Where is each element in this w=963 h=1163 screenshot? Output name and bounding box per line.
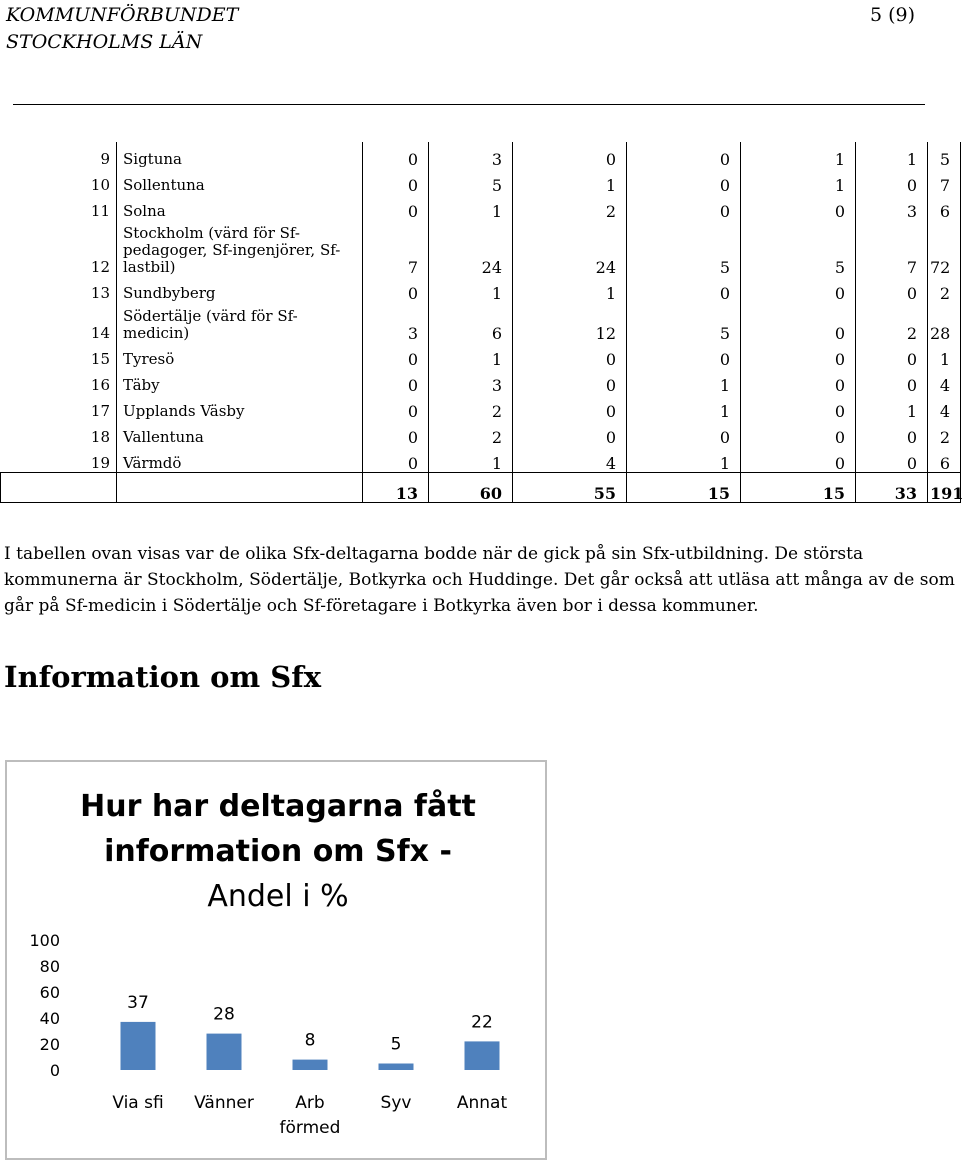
municipality-table	[0, 142, 961, 503]
value-cell: 1	[627, 368, 741, 394]
value-cell: 0	[363, 168, 429, 194]
value-cell: 4	[928, 368, 961, 394]
data-label: 28	[213, 1004, 235, 1025]
value-cell: 0	[363, 142, 429, 168]
category-label: Annat	[456, 1093, 508, 1113]
value-cell: 0	[856, 168, 928, 194]
table-row	[1, 220, 961, 276]
value-cell: 2	[429, 394, 513, 420]
value-cell: 2	[429, 420, 513, 446]
category-label: Via sfi	[112, 1093, 164, 1113]
table-row	[1, 142, 961, 168]
value-cell: 0	[513, 342, 627, 368]
y-tick-label: 40	[39, 1009, 60, 1028]
table-row	[1, 420, 961, 446]
row-number: 13	[1, 276, 117, 302]
value-cell: 1	[741, 142, 856, 168]
y-tick-label: 60	[39, 983, 60, 1002]
category-label: Vänner	[194, 1093, 254, 1113]
value-cell: 0	[363, 368, 429, 394]
row-number: 15	[1, 342, 117, 368]
value-cell: 24	[429, 220, 513, 276]
value-cell: 0	[513, 420, 627, 446]
total-cell: 55	[513, 473, 627, 503]
value-cell: 0	[856, 342, 928, 368]
municipality-name: Upplands Väsby	[117, 394, 363, 420]
value-cell: 1	[856, 142, 928, 168]
data-label: 8	[304, 1030, 316, 1051]
value-cell: 72	[928, 220, 961, 276]
value-cell: 7	[856, 220, 928, 276]
total-cell: 191	[928, 473, 961, 503]
bar	[379, 1064, 414, 1071]
value-cell: 0	[856, 446, 928, 473]
row-number: 18	[1, 420, 117, 446]
chart-subtitle: Andel i %	[207, 879, 349, 914]
row-number: 10	[1, 168, 117, 194]
value-cell: 2	[928, 420, 961, 446]
value-cell: 12	[513, 302, 627, 342]
value-cell: 0	[856, 420, 928, 446]
value-cell: 3	[363, 302, 429, 342]
value-cell: 2	[856, 302, 928, 342]
municipality-name: Värmdö	[117, 446, 363, 473]
municipality-name: Täby	[117, 368, 363, 394]
table-row	[1, 194, 961, 220]
municipality-name: Vallentuna	[117, 420, 363, 446]
table-row	[1, 446, 961, 473]
total-cell: 60	[429, 473, 513, 503]
table-row	[1, 168, 961, 194]
value-cell: 2	[513, 194, 627, 220]
value-cell: 0	[363, 342, 429, 368]
value-cell: 3	[429, 142, 513, 168]
value-cell: 1	[928, 342, 961, 368]
y-tick-label: 0	[49, 1061, 60, 1080]
bar	[121, 1022, 156, 1070]
value-cell: 5	[741, 220, 856, 276]
value-cell: 3	[429, 368, 513, 394]
organization-line-2: STOCKHOLMS LÄN	[6, 31, 203, 53]
table-row	[1, 394, 961, 420]
value-cell: 5	[928, 142, 961, 168]
value-cell: 7	[363, 220, 429, 276]
municipality-name: Sigtuna	[117, 142, 363, 168]
table-row	[1, 368, 961, 394]
value-cell: 1	[429, 276, 513, 302]
value-cell: 0	[513, 368, 627, 394]
municipality-name: Solna	[117, 194, 363, 220]
row-number: 12	[1, 220, 117, 276]
value-cell: 0	[741, 368, 856, 394]
value-cell: 6	[928, 446, 961, 473]
value-cell: 0	[741, 394, 856, 420]
value-cell: 0	[627, 276, 741, 302]
body-paragraph: I tabellen ovan visas var de olika Sfx-deltagarna bodde när de gick på sin Sfx-utbildning. De största kommunerna är Stockholm, Södertälje, Botkyrka och Huddinge. Det går också att utläsa att många av de som går på Sf-medicin i Södertälje och Sf-företagare i Botkyrka även bor i dessa kommuner.	[4, 544, 955, 616]
total-cell: 15	[627, 473, 741, 503]
value-cell: 0	[363, 394, 429, 420]
value-cell: 0	[627, 142, 741, 168]
organization-line-1: KOMMUNFÖRBUNDET	[6, 4, 239, 26]
value-cell: 1	[741, 168, 856, 194]
municipality-name: Stockholm (värd för Sf-pedagoger, Sf-ingenjörer, Sf-lastbil)	[117, 220, 363, 276]
chart-plot	[7, 762, 549, 1162]
value-cell: 6	[429, 302, 513, 342]
value-cell: 1	[627, 394, 741, 420]
data-label: 22	[471, 1012, 493, 1033]
value-cell: 0	[741, 302, 856, 342]
row-number: 9	[1, 142, 117, 168]
section-heading: Information om Sfx	[4, 660, 321, 694]
value-cell: 1	[429, 342, 513, 368]
bar	[207, 1034, 242, 1070]
data-label: 5	[390, 1034, 402, 1055]
value-cell: 0	[856, 368, 928, 394]
total-cell: 15	[741, 473, 856, 503]
value-cell: 24	[513, 220, 627, 276]
value-cell: 0	[741, 446, 856, 473]
total-cell: 33	[856, 473, 928, 503]
total-cell: 13	[363, 473, 429, 503]
row-number: 16	[1, 368, 117, 394]
municipality-name: Sollentuna	[117, 168, 363, 194]
municipality-name: Sundbyberg	[117, 276, 363, 302]
value-cell: 0	[513, 142, 627, 168]
value-cell: 0	[363, 420, 429, 446]
value-cell: 0	[627, 342, 741, 368]
row-number: 11	[1, 194, 117, 220]
value-cell: 6	[928, 194, 961, 220]
row-number: 19	[1, 446, 117, 473]
value-cell: 0	[741, 420, 856, 446]
category-label: förmed	[279, 1118, 341, 1138]
value-cell: 0	[627, 194, 741, 220]
totals-row	[1, 473, 961, 503]
value-cell: 1	[429, 446, 513, 473]
value-cell: 0	[513, 394, 627, 420]
table-row	[1, 302, 961, 342]
category-label: Arb	[295, 1093, 325, 1113]
table-row	[1, 276, 961, 302]
value-cell: 5	[627, 302, 741, 342]
municipality-name: Tyresö	[117, 342, 363, 368]
municipality-name: Södertälje (värd för Sf-medicin)	[117, 302, 363, 342]
value-cell: 1	[513, 168, 627, 194]
value-cell: 0	[741, 194, 856, 220]
value-cell: 1	[429, 194, 513, 220]
value-cell: 1	[856, 394, 928, 420]
value-cell: 5	[429, 168, 513, 194]
category-label: Syv	[380, 1093, 412, 1113]
value-cell: 0	[363, 446, 429, 473]
value-cell: 1	[627, 446, 741, 473]
y-tick-label: 20	[39, 1035, 60, 1054]
value-cell: 0	[363, 194, 429, 220]
row-number: 17	[1, 394, 117, 420]
value-cell: 0	[856, 276, 928, 302]
y-tick-label: 100	[29, 931, 60, 950]
value-cell: 3	[856, 194, 928, 220]
value-cell: 0	[741, 342, 856, 368]
value-cell: 0	[363, 276, 429, 302]
chart-title-main: Hur har deltagarna fått information om Sfx -	[80, 789, 476, 869]
bar-chart	[5, 760, 547, 1160]
value-cell: 2	[928, 276, 961, 302]
value-cell: 0	[627, 168, 741, 194]
value-cell: 7	[928, 168, 961, 194]
value-cell: 4	[928, 394, 961, 420]
value-cell: 1	[513, 276, 627, 302]
page-number: 5 (9)	[869, 4, 915, 26]
value-cell: 28	[928, 302, 961, 342]
table-row	[1, 342, 961, 368]
header-divider	[13, 104, 925, 105]
bar	[293, 1060, 328, 1070]
value-cell: 5	[627, 220, 741, 276]
organization-name	[6, 2, 238, 56]
bar	[465, 1041, 500, 1070]
value-cell: 0	[741, 276, 856, 302]
row-number: 14	[1, 302, 117, 342]
data-label: 37	[127, 992, 149, 1013]
value-cell: 0	[627, 420, 741, 446]
value-cell: 4	[513, 446, 627, 473]
y-tick-label: 80	[39, 957, 60, 976]
